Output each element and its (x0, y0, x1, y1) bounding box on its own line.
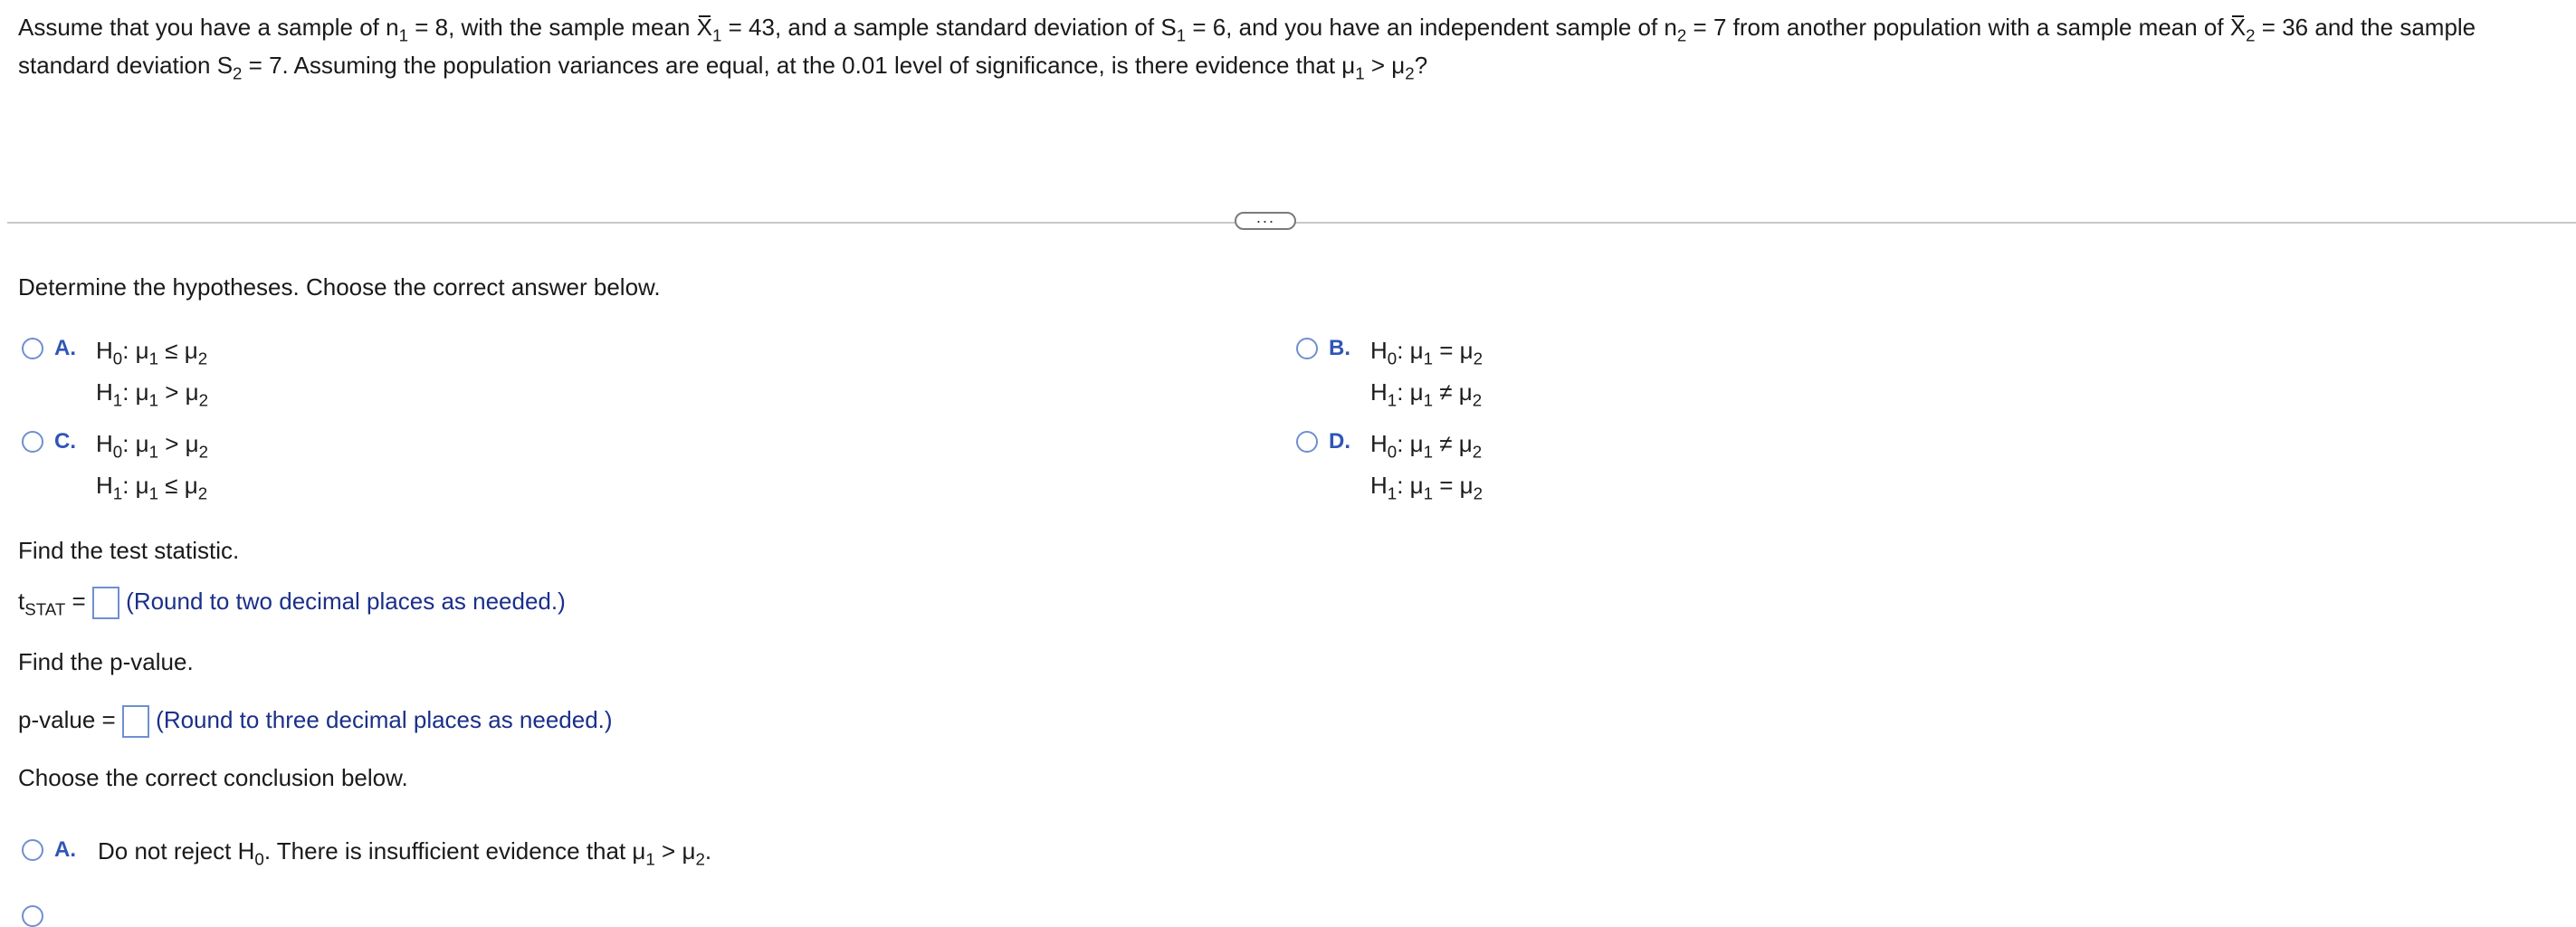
hypothesis-option-d-radio[interactable] (1296, 431, 1318, 453)
option-a-h0: $H_0$: $\mu_1 \le \mu_2$ (96, 337, 208, 368)
option-c-h0: $H_0$: $\mu_1 > \mu_2$ (96, 430, 209, 462)
tstat-input[interactable] (92, 587, 119, 619)
radio-circle[interactable] (22, 338, 43, 359)
radio-circle[interactable] (22, 905, 43, 927)
x-bar-2: X (2229, 14, 2247, 41)
p-value-prompt: Find the p-value. (18, 648, 194, 675)
radio-circle[interactable] (1296, 338, 1318, 359)
conclusion-option-a-radio[interactable] (22, 839, 43, 861)
option-c-h1: $H_1$: $\mu_1 \le \mu_2$ (96, 472, 208, 503)
radio-circle[interactable] (22, 839, 43, 861)
option-d-h1: $H_1$: $\mu_1 = \mu_2$ (1370, 472, 1484, 503)
option-letter: A. (54, 336, 76, 360)
problem-statement (18, 13, 2552, 89)
radio-circle[interactable] (1296, 431, 1318, 453)
p-value-input[interactable] (122, 705, 149, 738)
more-options-button[interactable]: ··· (1235, 212, 1296, 230)
hypothesis-option-a-radio[interactable] (22, 338, 43, 359)
option-letter: A. (54, 837, 76, 862)
option-letter: B. (1329, 336, 1350, 360)
option-d-h0: $H_0$: $\mu_1 \ne \mu_2$ (1370, 430, 1483, 462)
radio-circle[interactable] (22, 431, 43, 453)
test-statistic-prompt: Find the test statistic. (18, 537, 240, 564)
hypothesis-option-c-radio[interactable] (22, 431, 43, 453)
option-letter: D. (1329, 429, 1350, 454)
tstat-row (18, 587, 566, 619)
p-value-label: p-value = (18, 706, 116, 733)
hypotheses-prompt: Determine the hypotheses. Choose the correct answer below. (18, 273, 661, 301)
p-value-hint: (Round to three decimal places as needed.) (156, 706, 613, 733)
conclusion-option-b-radio[interactable] (22, 905, 43, 927)
problem-line-2: standard deviation $S_2 = 7$. Assuming the population variances are equal, at the 0.01 level of significance, is there evidence that $\mu_1 > \mu_2$? (18, 52, 1428, 83)
option-b-h0: $H_0$: $\mu_1 = \mu_2$ (1370, 337, 1484, 368)
conclusion-prompt: Choose the correct conclusion below. (18, 764, 408, 791)
option-a-h1: $H_1$: $\mu_1 > \mu_2$ (96, 378, 209, 410)
conclusion-option-a-text: Do not reject $H_0$. There is insufficient evidence that $\mu_1 > \mu_2$. (98, 837, 712, 869)
option-letter: C. (54, 429, 76, 454)
tstat-label: $t_{STAT}$ = (18, 588, 86, 619)
p-value-row (18, 705, 613, 738)
tstat-hint: (Round to two decimal places as needed.) (126, 588, 566, 615)
hypothesis-option-b-radio[interactable] (1296, 338, 1318, 359)
option-b-h1: $H_1$: $\mu_1 \ne \mu_2$ (1370, 378, 1483, 410)
x-bar-1: X (696, 14, 712, 41)
problem-line-1: Assume that you have a sample of $n_1 = 8$, with the sample mean $X_1 = 43$, and a sample standard deviation of $S_1 = 6$, and you have an independent sample of $n_2 = 7$ from another population with a sample mean of $X_2 = 36$ and the sample (18, 14, 2476, 45)
